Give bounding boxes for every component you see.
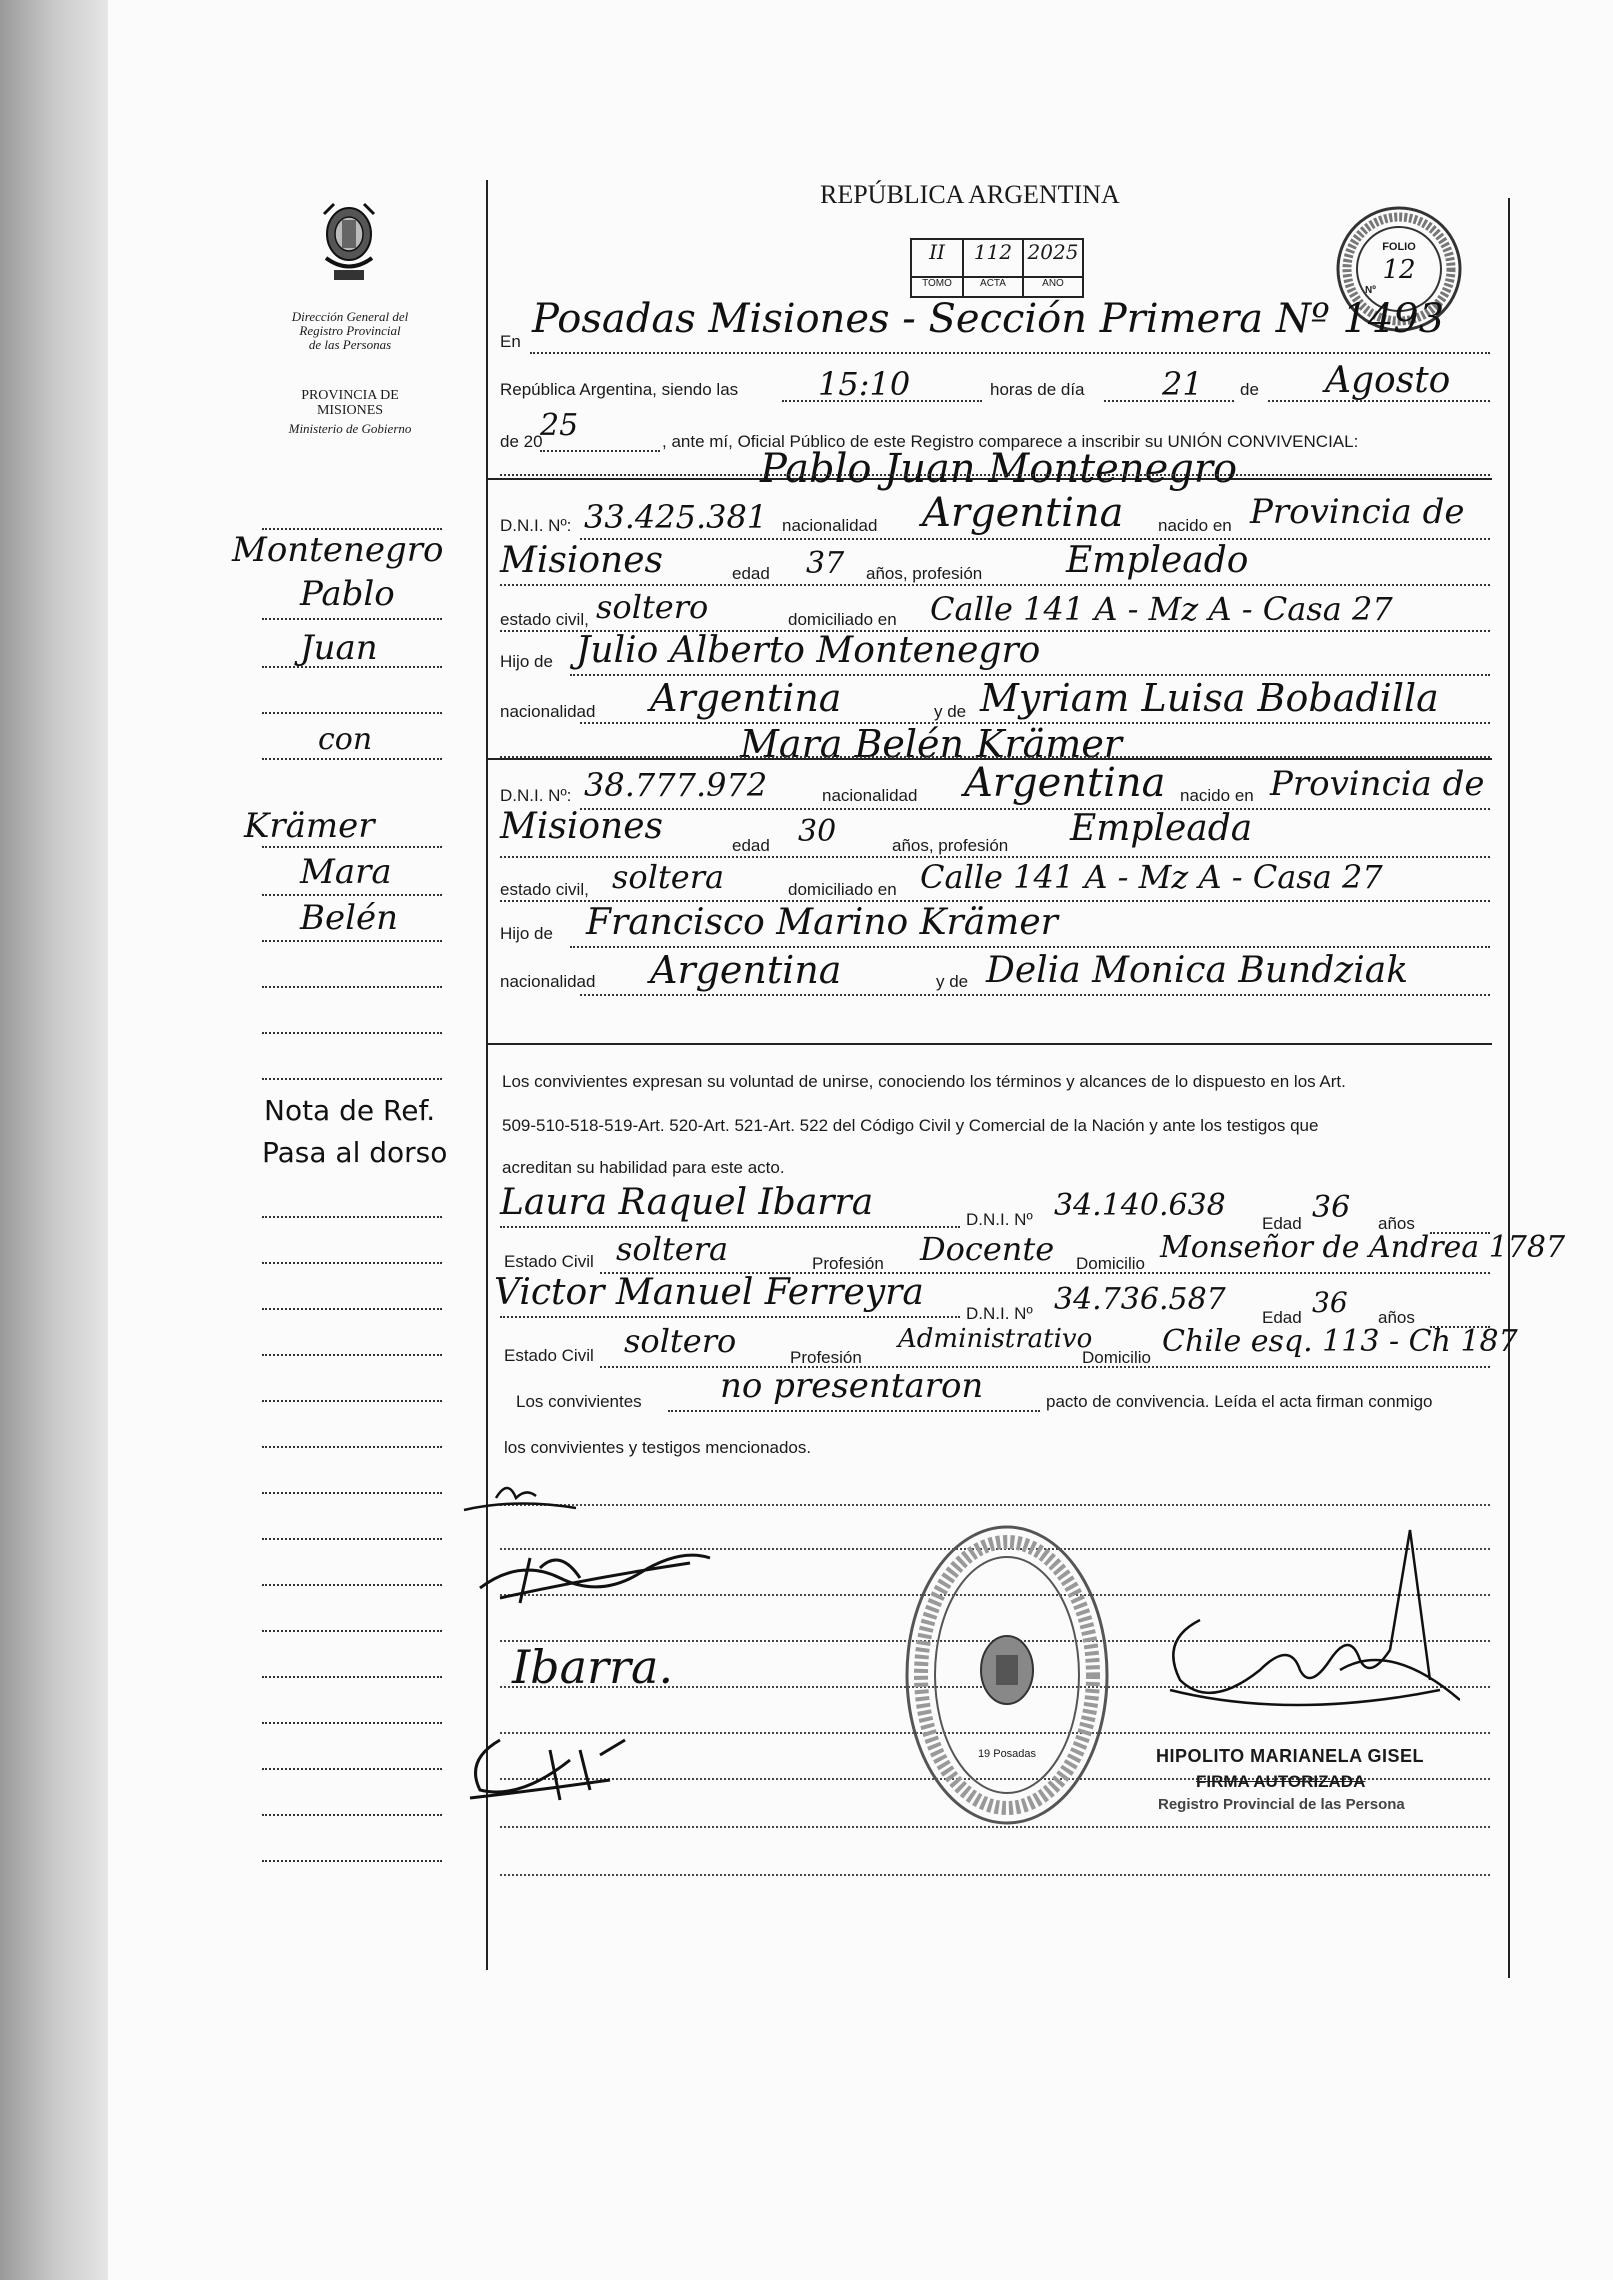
witness1-civil-status: soltera xyxy=(616,1230,729,1268)
person2-full-name: Mara Belén Krämer xyxy=(740,722,1122,766)
margin-line-10 xyxy=(262,1032,442,1034)
witness1-profession: Docente xyxy=(920,1230,1055,1268)
person2-nacido-label: nacido en xyxy=(1180,786,1254,805)
horas-label: horas de día xyxy=(990,380,1085,399)
tomo-label: TOMO xyxy=(912,278,964,296)
agency-line-3: de las Personas xyxy=(308,337,392,352)
witness2-anios-label: años xyxy=(1378,1308,1415,1327)
witness2-name-line xyxy=(500,1316,960,1318)
official-registry: Registro Provincial de las Persona xyxy=(1158,1796,1405,1813)
margin-name-2: Pablo xyxy=(300,574,395,614)
person1-parents-nat-label: nacionalidad xyxy=(500,702,596,721)
folio-suffix: Nº xyxy=(1365,285,1376,296)
person2-nationality: Argentina xyxy=(964,760,1166,806)
declaration-line-2: 509-510-518-519-Art. 520-Art. 521-Art. 522 del Código Civil y Comercial de la Nación y ante los testigos que xyxy=(502,1116,1319,1135)
person2-dni-label: D.N.I. Nº: xyxy=(500,786,572,805)
person2-dni: 38.777.972 xyxy=(584,766,768,804)
tomo-value: II xyxy=(912,240,964,276)
month-value: Agosto xyxy=(1325,360,1451,401)
person1-yde-label: y de xyxy=(934,702,967,721)
witness-signature: Ibarra. xyxy=(512,1640,674,1694)
province-line-1: PROVINCIA DE xyxy=(301,388,399,403)
person2-name-line xyxy=(500,756,1490,758)
folio-number: 12 xyxy=(1382,255,1416,285)
official-signature xyxy=(1140,1520,1460,1740)
witness1-name-line xyxy=(500,1226,960,1228)
closing-prefix: Los convivientes xyxy=(516,1392,642,1411)
person2-father: Francisco Marino Krämer xyxy=(586,902,1058,943)
person2-civil-status: soltera xyxy=(612,858,725,896)
margin-name-7: Belén xyxy=(300,898,398,938)
person2-age: 30 xyxy=(798,814,837,849)
person2-address: Calle 141 A - Mz A - Casa 27 xyxy=(920,858,1383,896)
witness2-profession: Administrativo xyxy=(898,1324,1093,1354)
seal-number: 19 Posadas xyxy=(977,1748,1037,1760)
person2-parents-nat-label: nacionalidad xyxy=(500,972,596,991)
witness1-dni: 34.140.638 xyxy=(1054,1188,1226,1223)
person1-mother: Myriam Luisa Bobadilla xyxy=(980,676,1439,720)
margin-line-6 xyxy=(262,846,442,848)
year-prefix: de 20 xyxy=(500,432,543,451)
year-line xyxy=(540,450,660,452)
province-line-2: MISIONES xyxy=(316,403,384,418)
day-value: 21 xyxy=(1162,365,1203,403)
frame-left-border xyxy=(486,180,488,1970)
person2-profession: Empleada xyxy=(1070,808,1253,849)
witness2-civil-label: Estado Civil xyxy=(504,1346,594,1365)
official-title: FIRMA AUTORIZADA xyxy=(1196,1772,1366,1791)
margin-line-26 xyxy=(262,1860,442,1862)
person2-hijo-label: Hijo de xyxy=(500,924,553,943)
margin-line-13 xyxy=(262,1262,442,1264)
person2-parents-nationality: Argentina xyxy=(650,948,842,992)
margin-name-5: Krämer xyxy=(244,806,375,846)
person1-hijo-label: Hijo de xyxy=(500,652,553,671)
person1-full-name: Pablo Juan Montenegro xyxy=(760,446,1238,492)
margin-line-22 xyxy=(262,1676,442,1678)
margin-line-15 xyxy=(262,1354,442,1356)
person1-profession-label: años, profesión xyxy=(866,564,983,583)
closing-line-2: los convivientes y testigos mencionados. xyxy=(504,1438,812,1457)
witness1-civil-label: Estado Civil xyxy=(504,1252,594,1271)
anio-label: AÑO xyxy=(1042,278,1064,289)
person2-edad-label: edad xyxy=(732,836,770,855)
witness1-dni-label: D.N.I. Nº xyxy=(966,1210,1033,1229)
agency-line-1: Dirección General del xyxy=(291,309,409,324)
person1-nationality: Argentina xyxy=(922,490,1124,536)
person1-nationality-label: nacionalidad xyxy=(782,516,878,535)
witness2-edad-label: Edad xyxy=(1262,1308,1302,1327)
page-edge xyxy=(0,0,108,2280)
tomo-acta-box xyxy=(910,238,1084,298)
en-label: En xyxy=(500,332,521,351)
person1-civil-label: estado civil, xyxy=(500,610,589,629)
witness2-dni: 34.736.587 xyxy=(1054,1282,1226,1317)
coat-of-arms-icon xyxy=(318,200,380,292)
official-name: HIPOLITO MARIANELA GISEL xyxy=(1156,1746,1425,1766)
margin-line-14 xyxy=(262,1308,442,1310)
margin-line-8 xyxy=(262,940,442,942)
person1-address: Calle 141 A - Mz A - Casa 27 xyxy=(930,590,1393,628)
margin-line-25 xyxy=(262,1814,442,1816)
witness2-domicilio-label: Domicilio xyxy=(1082,1348,1151,1367)
registry-seal xyxy=(902,1520,1112,1830)
person1-civil-status: soltero xyxy=(596,588,709,626)
margin-note-2: Pasa al dorso xyxy=(262,1136,448,1169)
person2-yde-label: y de xyxy=(936,972,969,991)
margin-name-4: con xyxy=(318,722,373,757)
margin-note-1: Nota de Ref. xyxy=(264,1094,436,1127)
person1-profession: Empleado xyxy=(1066,540,1249,581)
person1-nacido-label: nacido en xyxy=(1158,516,1232,535)
witness1-anios-label: años xyxy=(1378,1214,1415,1233)
acta-label: ACTA xyxy=(964,278,1024,296)
witness2-civil-status: soltero xyxy=(624,1322,737,1360)
person1-domicilio-label: domiciliado en xyxy=(788,610,897,629)
person2-birthplace-1: Provincia de xyxy=(1270,764,1485,804)
witness2-profesion-label: Profesión xyxy=(790,1348,862,1367)
margin-line-24 xyxy=(262,1768,442,1770)
person2-line1 xyxy=(580,808,1490,810)
witness1-address: Monseñor de Andrea 1787 xyxy=(1160,1230,1566,1265)
closing-pact-line xyxy=(668,1410,1040,1412)
margin-line-18 xyxy=(262,1492,442,1494)
witness2-name: Victor Manuel Ferreyra xyxy=(494,1272,924,1313)
place-value: Posadas Misiones - Sección Primera Nº 1493 xyxy=(532,296,1445,342)
closing-pact: no presentaron xyxy=(720,1366,984,1406)
margin-name-1: Montenegro xyxy=(232,530,444,570)
margin-line-4 xyxy=(262,712,442,714)
person2-line5 xyxy=(580,994,1490,996)
margin-line-12 xyxy=(262,1216,442,1218)
margin-line-17 xyxy=(262,1446,442,1448)
margin-line-2 xyxy=(262,618,442,620)
frame-right-border xyxy=(1508,198,1510,1978)
margin-line-23 xyxy=(262,1722,442,1724)
person2-nationality-label: nacionalidad xyxy=(822,786,918,805)
folio-label: FOLIO xyxy=(1382,241,1416,253)
margin-line-9 xyxy=(262,986,442,988)
margin-line-11 xyxy=(262,1078,442,1080)
declaration-line-1: Los convivientes expresan su voluntad de unirse, conociendo los términos y alcances de lo dispuesto en los Art. xyxy=(502,1072,1346,1091)
witness2-address: Chile esq. 113 - Ch 187 xyxy=(1162,1324,1518,1359)
convivient-signature-2 xyxy=(470,1518,730,1618)
person2-domicilio-label: domiciliado en xyxy=(788,880,897,899)
sig-line-1 xyxy=(500,1504,1490,1506)
witness1-name: Laura Raquel Ibarra xyxy=(500,1182,874,1223)
person1-father: Julio Alberto Montenegro xyxy=(576,630,1041,671)
person1-birthplace-1: Provincia de xyxy=(1250,492,1465,532)
intro-statement: , ante mí, Oficial Público de este Registro comparece a inscribir su UNIÓN CONVIVENCIAL: xyxy=(662,432,1359,451)
person2-civil-label: estado civil, xyxy=(500,880,589,899)
closing-suffix: pacto de convivencia. Leída el acta firman conmigo xyxy=(1046,1392,1433,1411)
witness1-age: 36 xyxy=(1312,1190,1351,1225)
convivient-signature-1 xyxy=(456,1458,616,1518)
acta-value: 112 xyxy=(964,240,1024,276)
witness-signature-2 xyxy=(460,1720,660,1810)
hour-value: 15:10 xyxy=(818,365,911,403)
person1-dni-label: D.N.I. Nº: xyxy=(500,516,572,535)
margin-line-5 xyxy=(262,758,442,760)
margin-name-3: Juan xyxy=(300,628,378,668)
person1-line1 xyxy=(580,538,1490,540)
person1-line2 xyxy=(500,584,1490,586)
witness2-age: 36 xyxy=(1312,1286,1348,1319)
agency-line-2: Registro Provincial xyxy=(299,323,401,338)
country-title: REPÚBLICA ARGENTINA xyxy=(820,180,1120,209)
declaration-line-3: acreditan su habilidad para este acto. xyxy=(502,1158,785,1177)
margin-line-19 xyxy=(262,1538,442,1540)
margin-line-16 xyxy=(262,1400,442,1402)
person1-dni: 33.425.381 xyxy=(584,498,768,536)
person2-mother: Delia Monica Bundziak xyxy=(986,950,1409,991)
section-divider-3 xyxy=(486,1043,1492,1045)
sig-line-9 xyxy=(500,1874,1490,1876)
person2-birthplace-2: Misiones xyxy=(500,806,664,847)
person1-name-line xyxy=(500,474,1490,476)
person1-parents-nationality: Argentina xyxy=(650,676,842,720)
witness2-dni-label: D.N.I. Nº xyxy=(966,1304,1033,1323)
year-value: 25 xyxy=(540,408,579,443)
person1-birthplace-2: Misiones xyxy=(500,540,664,581)
witness1-domicilio-label: Domicilio xyxy=(1076,1254,1145,1273)
margin-line-20 xyxy=(262,1584,442,1586)
witness1-profesion-label: Profesión xyxy=(812,1254,884,1273)
de-label: de xyxy=(1240,380,1259,399)
person1-edad-label: edad xyxy=(732,564,770,583)
ministry-label: Ministerio de Gobierno xyxy=(288,421,412,436)
republic-text: República Argentina, siendo las xyxy=(500,380,739,399)
margin-name-6: Mara xyxy=(300,852,392,892)
anio-value: 2025 xyxy=(1027,240,1079,264)
margin-line-7 xyxy=(262,894,442,896)
place-line xyxy=(530,352,1490,354)
margin-line-21 xyxy=(262,1630,442,1632)
person1-age: 37 xyxy=(806,546,845,581)
witness1-edad-label: Edad xyxy=(1262,1214,1302,1233)
person2-profession-label: años, profesión xyxy=(892,836,1009,855)
